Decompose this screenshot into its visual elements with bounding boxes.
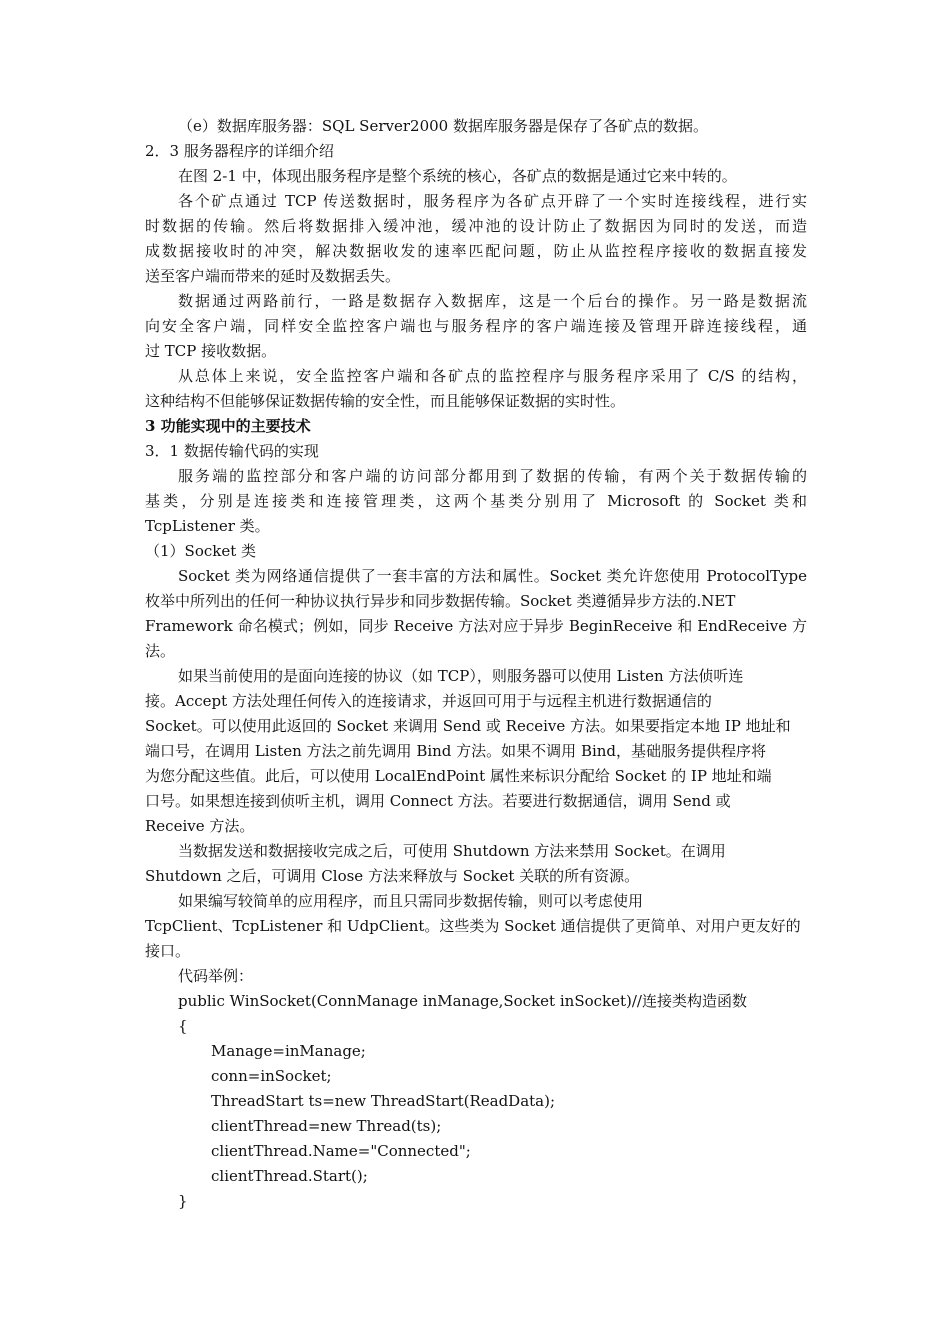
- para-line: 当数据发送和数据接收完成之后，可使用 Shutdown 方法来禁用 Socket。在调用: [178, 842, 726, 860]
- subsection-heading-socket: （1）Socket 类: [145, 542, 257, 560]
- para-line: 各个矿点通过 TCP 传送数据时，服务程序为各矿点开辟了一个实时连接线程，进行实: [178, 192, 807, 210]
- para-line: Shutdown 之后，可调用 Close 方法来释放与 Socket 关联的所有资源。: [145, 867, 640, 885]
- para-line: 数据通过两路前行，一路是数据存入数据库，这是一个后台的操作。另一路是数据流: [178, 292, 807, 310]
- para-line: 如果当前使用的是面向连接的协议（如 TCP），则服务器可以使用 Listen 方法侦听连: [178, 667, 744, 685]
- para-line: 口号。如果想连接到侦听主机，调用 Connect 方法。若要进行数据通信，调用 Send 或: [145, 792, 731, 810]
- para-line: Receive 方法。: [145, 817, 255, 835]
- para-line: Socket。可以使用此返回的 Socket 来调用 Send 或 Receive 方法。如果要指定本地 IP 地址和: [145, 717, 791, 735]
- para-line: 端口号，在调用 Listen 方法之前先调用 Bind 方法。如果不调用 Bind，基础服务提供程序将: [145, 742, 767, 760]
- para-line: 法。: [145, 642, 176, 660]
- para-line: 这种结构不但能够保证数据传输的安全性，而且能够保证数据的实时性。: [145, 392, 626, 410]
- code-line: {: [178, 1017, 188, 1035]
- code-example-label: 代码举例：: [178, 967, 254, 985]
- code-line: conn=inSocket;: [211, 1067, 332, 1085]
- para-line: 服务端的监控部分和客户端的访问部分都用到了数据的传输，有两个关于数据传输的: [178, 467, 807, 485]
- para-line: 过 TCP 接收数据。: [145, 342, 277, 360]
- code-line: }: [178, 1192, 188, 1210]
- code-line: ThreadStart ts=new ThreadStart(ReadData);: [211, 1092, 556, 1110]
- section-heading-3-1: 3．1 数据传输代码的实现: [145, 442, 319, 460]
- para-line: 时数据的传输。然后将数据排入缓冲池，缓冲池的设计防止了数据因为同时的发送，而造: [145, 217, 807, 235]
- para-line: 送至客户端而带来的延时及数据丢失。: [145, 267, 401, 285]
- code-line: clientThread=new Thread(ts);: [211, 1117, 442, 1135]
- para-db-server: （e）数据库服务器：SQL Server2000 数据库服务器是保存了各矿点的数据。: [178, 117, 708, 135]
- para-line: 向安全客户端，同样安全监控客户端也与服务程序的客户端连接及管理开辟连接线程，通: [145, 317, 807, 335]
- para-line: Framework 命名模式；例如，同步 Receive 方法对应于异步 BeginReceive 和 EndReceive 方: [145, 617, 807, 635]
- para-line: 如果编写较简单的应用程序，而且只需同步数据传输，则可以考虑使用: [178, 892, 644, 910]
- para-line: 从总体上来说，安全监控客户端和各矿点的监控程序与服务程序采用了 C/S 的结构，: [178, 367, 807, 385]
- section-heading-2-3: 2．3 服务器程序的详细介绍: [145, 142, 334, 160]
- document-page: [145, 114, 807, 1214]
- para-line: 基类，分别是连接类和连接管理类，这两个基类分别用了 Microsoft 的 Socket 类和: [145, 492, 807, 510]
- para-line: 为您分配这些值。此后，可以使用 LocalEndPoint 属性来标识分配给 Socket 的 IP 地址和端: [145, 767, 772, 785]
- code-line: public WinSocket(ConnManage inManage,Socket inSocket)//连接类构造函数: [178, 992, 747, 1010]
- para-line: TcpListener 类。: [145, 517, 270, 535]
- para-line: Socket 类为网络通信提供了一套丰富的方法和属性。Socket 类允许您使用 ProtocolType: [178, 567, 807, 585]
- para-line: 接。Accept 方法处理任何传入的连接请求，并返回可用于与远程主机进行数据通信的: [145, 692, 712, 710]
- code-line: clientThread.Start();: [211, 1167, 368, 1185]
- para-line: 成数据接收时的冲突，解决数据收发的速率匹配问题，防止从监控程序接收的数据直接发: [145, 242, 807, 260]
- para-line: TcpClient、TcpListener 和 UdpClient。这些类为 Socket 通信提供了更简单、对用户更友好的: [145, 917, 801, 935]
- para-line: 接口。: [145, 942, 191, 960]
- section-heading-3: 3 功能实现中的主要技术: [145, 417, 311, 435]
- code-line: clientThread.Name="Connected";: [211, 1142, 471, 1160]
- para-line: 枚举中所列出的任何一种协议执行异步和同步数据传输。Socket 类遵循异步方法的.NET: [145, 592, 736, 610]
- para-line: 在图 2-1 中，体现出服务程序是整个系统的核心，各矿点的数据是通过它来中转的。: [178, 167, 737, 185]
- code-line: Manage=inManage;: [211, 1042, 366, 1060]
